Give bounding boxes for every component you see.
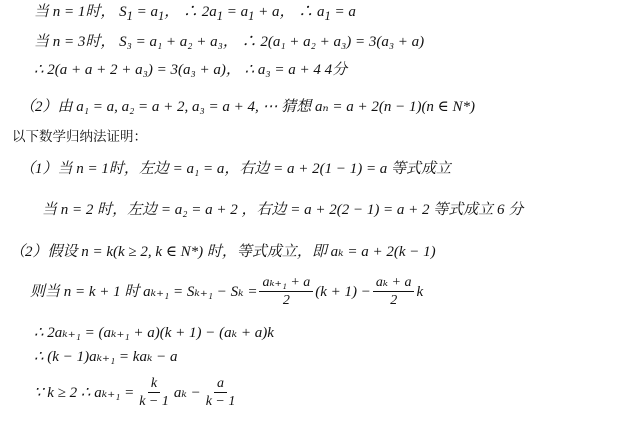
fraction-2: [373, 274, 415, 309]
fraction-2-denominator: 2: [390, 293, 398, 308]
line-7: [42, 201, 523, 219]
line-9-mid: (k + 1) −: [315, 283, 371, 300]
line-12-content: [34, 375, 240, 410]
line-9: [30, 274, 423, 309]
line-3: [34, 61, 347, 79]
line-1-text: 当 n = 1时， $S_1 = a_1$， ∴ $2a_1 = a_1 + a$， ∴ $a_1 = a$: [34, 4, 356, 23]
line-8-text: （2）假设 n = k(k ≥ 2, k ∈ N*) 时，等式成立，即 aₖ = a + 2(k − 1): [10, 244, 436, 260]
fraction-4: [203, 375, 239, 410]
line-4: [20, 98, 475, 116]
line-11: [34, 348, 178, 366]
fraction-1: [259, 274, 313, 309]
line-3-text: ∴ 2(a + a + 2 + a₃) = 3(a₃ + a)， ∴ a₃ = a + 4 4分: [34, 62, 348, 78]
fraction-1-numerator: aₖ₊₁ + a: [259, 274, 313, 292]
fraction-2-numerator: aₖ + a: [373, 274, 415, 292]
line-6: [20, 160, 451, 178]
line-11-text: ∴ (k − 1)aₖ₊₁ = kaₖ − a: [34, 349, 178, 365]
fraction-1-denominator: 2: [282, 293, 290, 308]
line-10-text: ∴ 2aₖ₊₁ = (aₖ₊₁ + a)(k + 1) − (aₖ + a)k: [34, 325, 274, 341]
line-12: [34, 375, 240, 410]
line-9-post: k: [416, 283, 424, 300]
line-9-pre: 则当 n = k + 1 时 aₖ₊₁ = Sₖ₊₁ − Sₖ =: [30, 283, 258, 300]
fraction-4-denominator: k − 1: [205, 394, 236, 409]
fraction-3-numerator: k: [148, 375, 160, 393]
line-10: [34, 324, 274, 342]
line-4-text: （2）由 a₁ = a, a₂ = a + 2, a₃ = a + 4, ⋯ 猜想 aₙ = a + 2(n − 1)(n ∈ N*): [20, 99, 476, 115]
fraction-3-denominator: k − 1: [139, 394, 169, 409]
line-2-text: 当 n = 3时， S₃ = a₁ + a₂ + a₃， ∴ 2(a₁ + a₂ + a₃) = 3(a₃ + a): [34, 34, 425, 50]
line-7-text: 当 n = 2 时，左边 = a₂ = a + 2 ，右边 = a + 2(2 − 1) = a + 2 等式成立 6 分: [42, 202, 524, 218]
line-12-mid: aₖ −: [173, 384, 201, 401]
line-5-text: 以下数学归纳法证明：: [12, 129, 147, 145]
line-12-pre: ∵ k ≥ 2 ∴ aₖ₊₁ =: [34, 384, 135, 401]
line-2: [34, 33, 424, 51]
line-9-content: [30, 274, 423, 309]
line-1: [34, 3, 356, 25]
fraction-4-numerator: a: [214, 375, 227, 393]
fraction-3: [136, 375, 172, 410]
line-5: [12, 128, 147, 146]
line-6-text: （1）当 n = 1时，左边 = a₁ = a，右边 = a + 2(1 − 1) = a 等式成立: [20, 161, 452, 177]
line-8: [10, 243, 436, 261]
